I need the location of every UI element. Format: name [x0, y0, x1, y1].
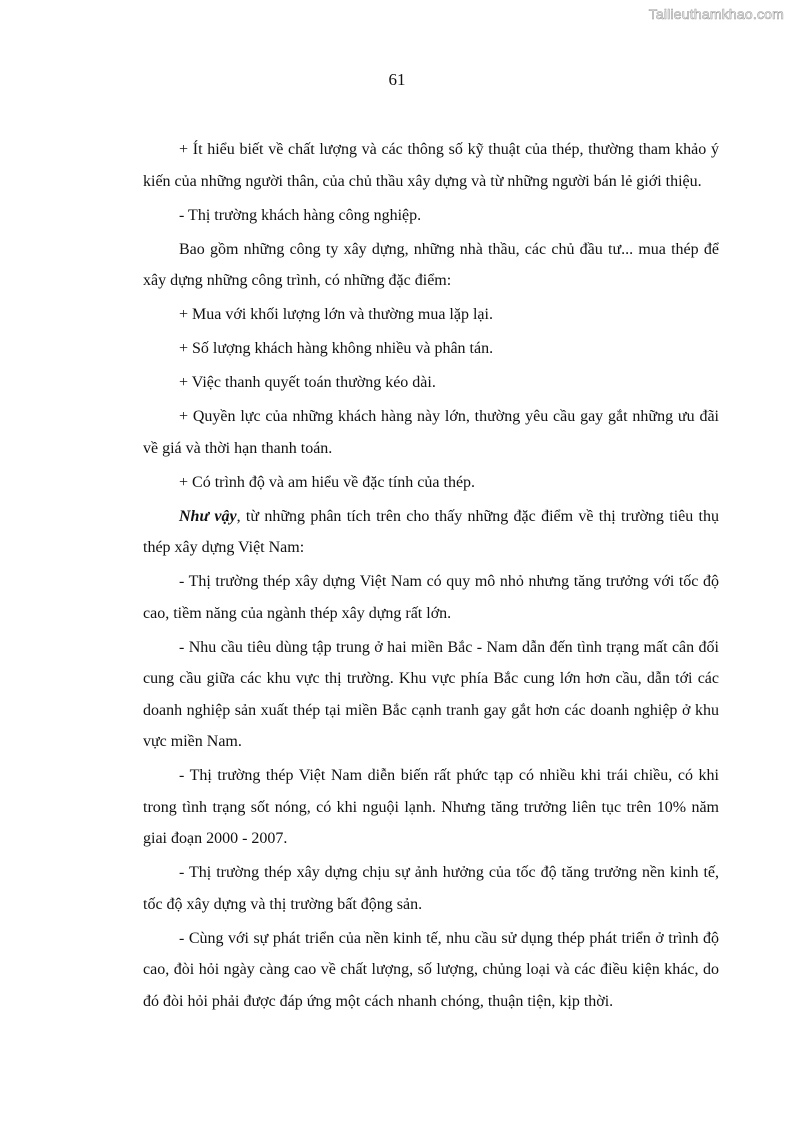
paragraph-text: - Nhu cầu tiêu dùng tập trung ở hai miền Bắc - Nam dẫn đến tình trạng mất cân đối cung cầu giữa các khu vực thị trường. Khu vực phía Bắc cung lớn hơn cầu, dẫn tới các doanh nghiệp sản xuất thép tại miền Bắc cạnh tranh gay gắt hơn các doanh nghiệp ở khu vực miền Nam. — [143, 638, 719, 750]
paragraph — [143, 857, 719, 920]
paragraph — [143, 299, 719, 331]
paragraph-text: - Thị trường thép Việt Nam diễn biến rất phức tạp có nhiều khi trái chiều, có khi trong tình trạng sốt nóng, có khi nguội lạnh. Nhưng tăng trưởng liên tục trên 10% năm giai đoạn 2000 - 2007. — [143, 767, 719, 847]
watermark: Tailieuthamkhao.com — [648, 6, 784, 22]
paragraph-text: + Mua với khối lượng lớn và thường mua lặp lại. — [179, 306, 493, 323]
paragraph — [143, 760, 719, 855]
paragraph — [143, 200, 719, 232]
paragraph-text: + Việc thanh quyết toán thường kéo dài. — [179, 374, 436, 391]
paragraph-text: - Thị trường khách hàng công nghiệp. — [179, 206, 422, 224]
paragraph — [143, 467, 719, 499]
document-body — [143, 134, 719, 1020]
paragraph-text: + Quyền lực của những khách hàng này lớn, thường yêu cầu gay gắt những ưu đãi về giá và thời hạn thanh toán. — [143, 408, 719, 457]
paragraph — [143, 501, 719, 564]
paragraph — [143, 333, 719, 365]
paragraph — [143, 367, 719, 399]
paragraph-text: , từ những phân tích trên cho thấy những đặc điểm về thị trường tiêu thụ thép xây dựng Việt Nam: — [143, 507, 720, 556]
paragraph — [143, 632, 719, 758]
paragraph-text: + Ít hiểu biết về chất lượng và các thông số kỹ thuật của thép, thường tham khảo ý kiến của những người thân, của chủ thầu xây dựng và từ những người bán lẻ giới thiệu. — [143, 141, 719, 190]
paragraph — [143, 234, 719, 297]
page-number: 61 — [388, 70, 406, 89]
paragraph-text: - Thị trường thép xây dựng Việt Nam có quy mô nhỏ nhưng tăng trưởng với tốc độ cao, tiềm năng của ngành thép xây dựng rất lớn. — [143, 573, 719, 622]
paragraph-text: - Cùng với sự phát triển của nền kinh tế, nhu cầu sử dụng thép phát triển ở trình độ cao, đòi hỏi ngày càng cao về chất lượng, số lượng, chủng loại và các điều kiện khác, do đó đòi hỏi phải được đáp ứng một cách nhanh chóng, thuận tiện, kịp thời. — [143, 929, 719, 1010]
paragraph-text: - Thị trường thép xây dựng chịu sự ảnh hưởng của tốc độ tăng trưởng nền kinh tế, tốc độ xây dựng và thị trường bất động sản. — [143, 864, 719, 913]
paragraph — [143, 134, 719, 197]
paragraph-lead-emphasis: Như vậy — [179, 507, 237, 525]
paragraph — [143, 401, 719, 464]
paragraph-text: + Có trình độ và am hiểu về đặc tính của thép. — [179, 473, 476, 491]
paragraph — [143, 566, 719, 629]
paragraph-text: Bao gồm những công ty xây dựng, những nhà thầu, các chủ đầu tư... mua thép để xây dựng những công trình, có những đặc điểm: — [143, 240, 719, 289]
paragraph-text: + Số lượng khách hàng không nhiều và phân tán. — [179, 340, 494, 357]
paragraph — [143, 923, 719, 1018]
